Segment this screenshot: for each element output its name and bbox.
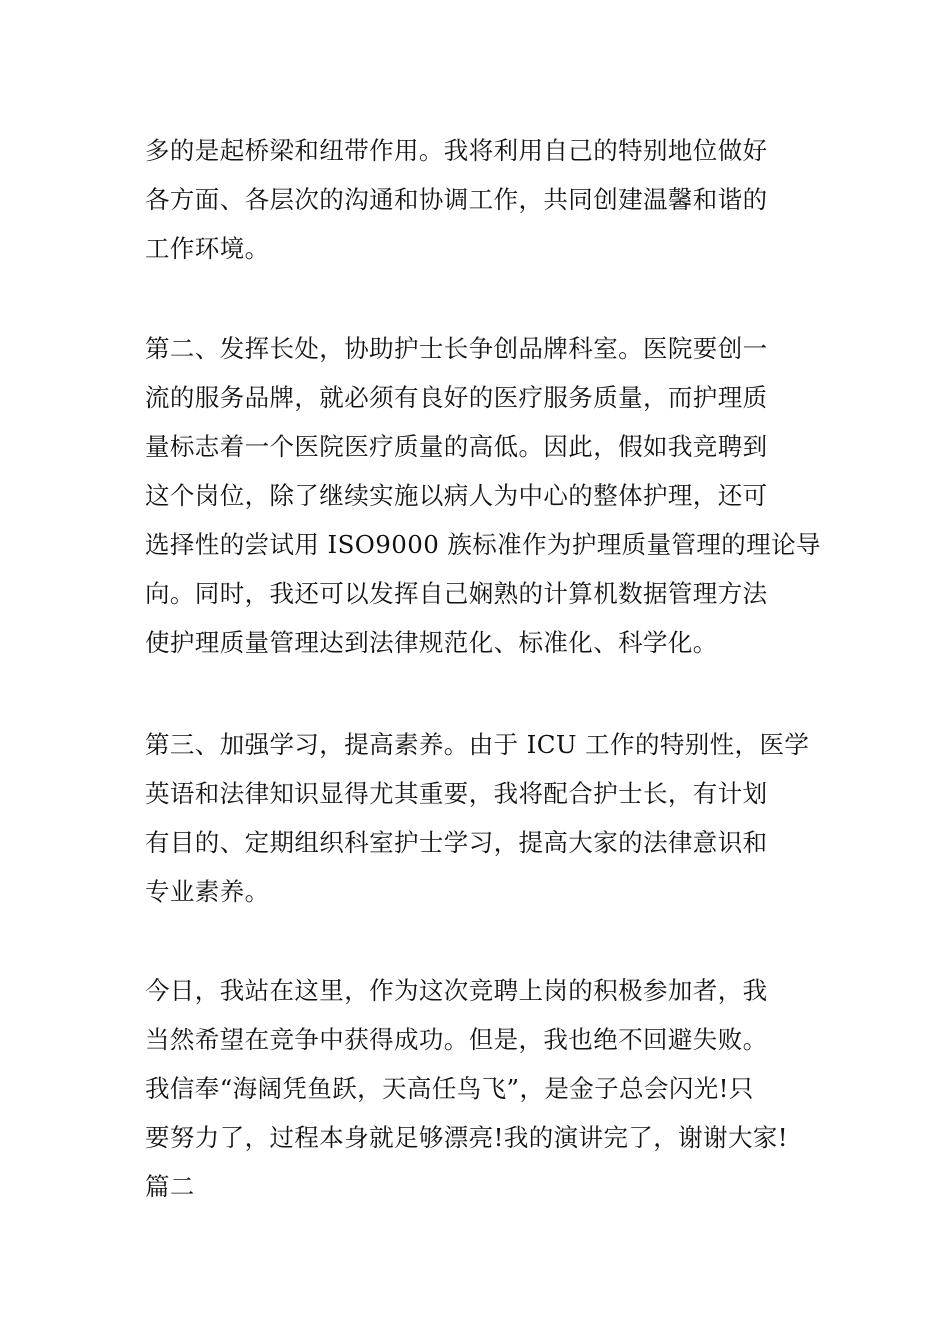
- text-line: 英语和法律知识显得尤其重要，我将配合护士长，有计划: [145, 779, 768, 808]
- text-line: 流的服务品牌，就必须有良好的医疗服务质量，而护理质: [145, 383, 768, 412]
- text-line: 向。同时，我还可以发挥自己娴熟的计算机数据管理方法: [145, 579, 768, 608]
- paragraph-bridge-role: [145, 126, 815, 273]
- text-line: 这个岗位，除了继续实施以病人为中心的整体护理，还可: [145, 481, 768, 510]
- text-line: 有目的、定期组织科室护士学习，提高大家的法律意识和: [145, 828, 768, 857]
- text-line: 多的是起桥梁和纽带作用。我将利用自己的特别地位做好: [145, 136, 768, 165]
- text-line: 工作环境。: [145, 234, 270, 263]
- text-line: 我信奉“海阔凭鱼跃，天高任鸟飞”，是金子总会闪光!只: [145, 1074, 754, 1103]
- text-line: 今日，我站在这里，作为这次竞聘上岗的积极参加者，我: [145, 976, 768, 1005]
- text-line: 当然希望在竞争中获得成功。但是，我也绝不回避失败。: [145, 1025, 768, 1054]
- paragraph-third-point: [145, 720, 815, 916]
- text-line: 使护理质量管理达到法律规范化、标准化、科学化。: [145, 628, 718, 657]
- text-line: 选择性的尝试用 ISO9000 族标准作为护理质量管理的理论导: [145, 530, 821, 559]
- paragraph-second-point: [145, 324, 821, 667]
- text-line: 量标志着一个医院医疗质量的高低。因此，假如我竞聘到: [145, 432, 768, 461]
- text-line: 专业素养。: [145, 877, 270, 906]
- text-line: 要努力了，过程本身就足够漂亮!我的演讲完了，谢谢大家!: [145, 1123, 788, 1152]
- paragraph-closing: [145, 966, 815, 1211]
- text-line: 第三、加强学习，提高素养。由于 ICU 工作的特别性，医学: [145, 730, 810, 759]
- text-line: 各方面、各层次的沟通和协调工作，共同创建温馨和谐的: [145, 185, 768, 214]
- text-line: 第二、发挥长处，协助护士长争创品牌科室。医院要创一: [145, 334, 768, 363]
- section-heading: 篇二: [145, 1172, 195, 1201]
